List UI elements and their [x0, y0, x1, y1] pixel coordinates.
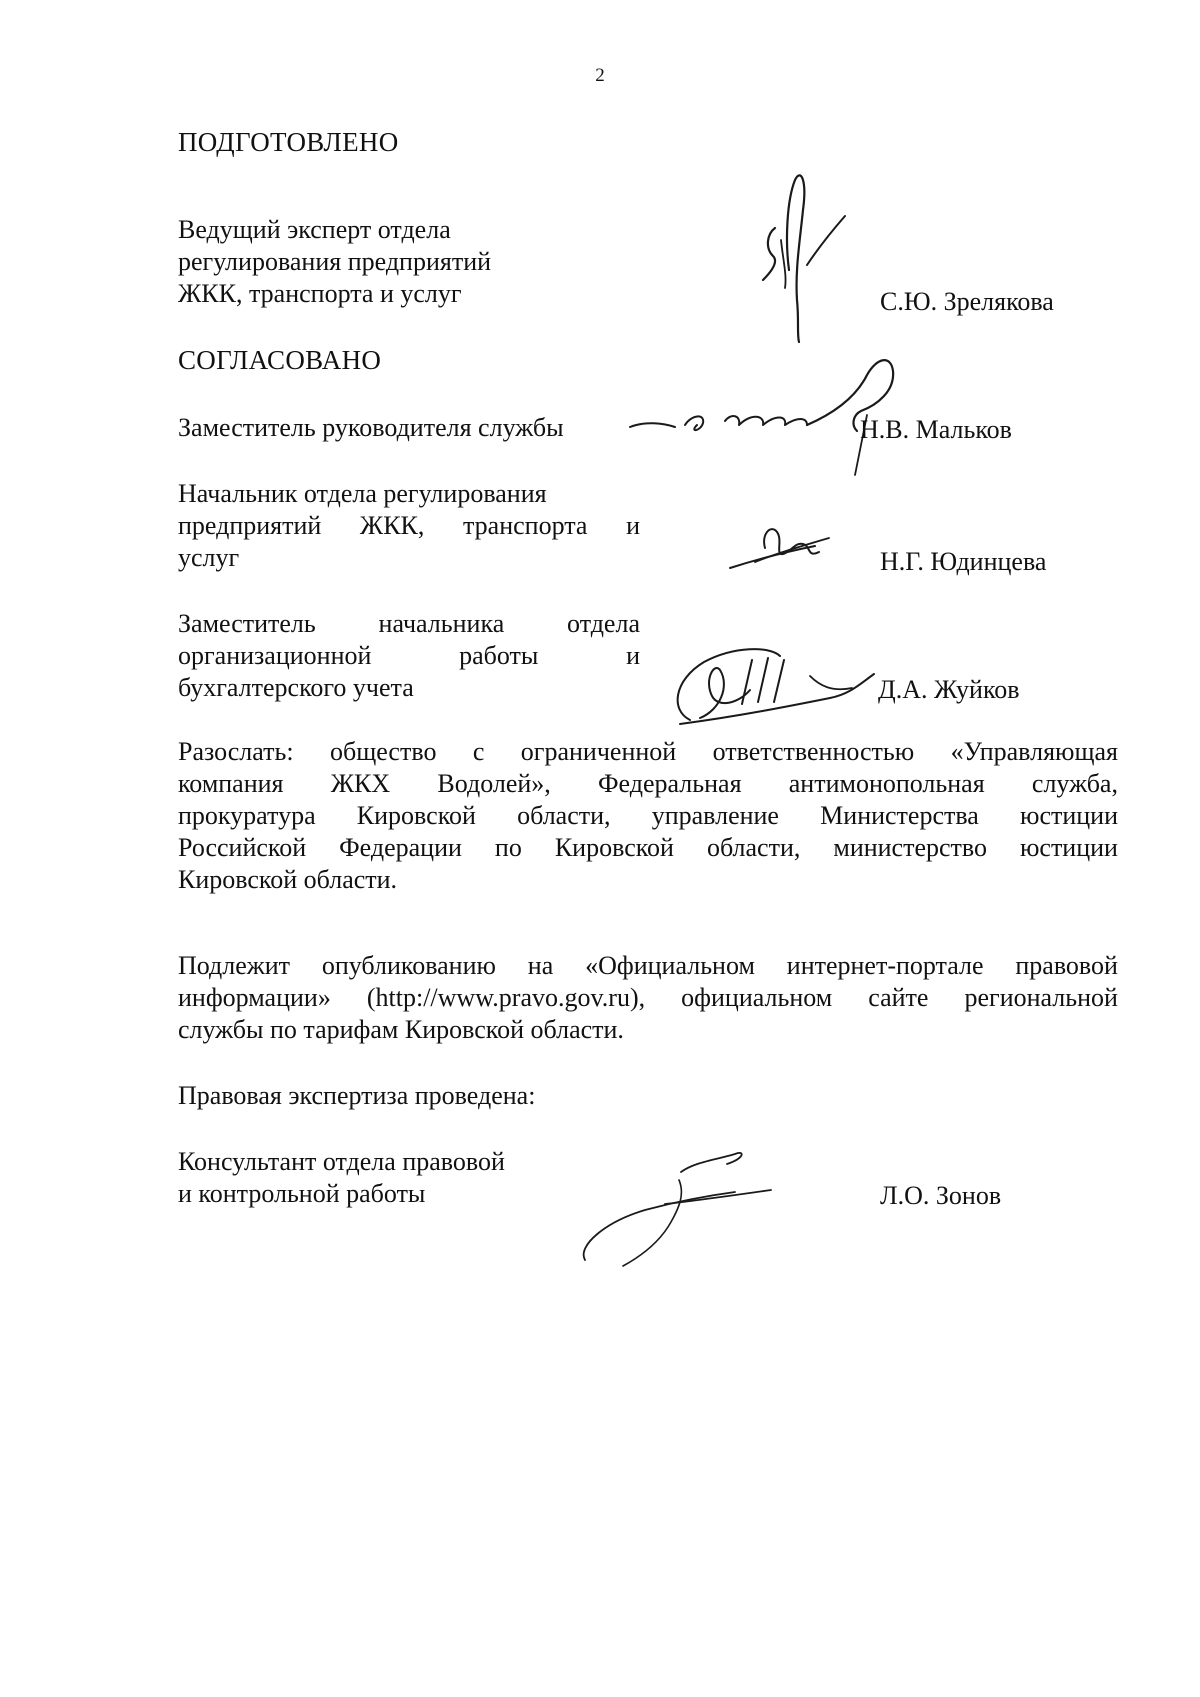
signature-zonov — [575, 1150, 775, 1270]
regulation-head-line: Начальник отдела регулирования — [178, 479, 547, 508]
prepared-position-line: Ведущий эксперт отдела — [178, 215, 451, 244]
word: транспорта — [463, 511, 588, 540]
signature-yudintseva — [725, 518, 845, 588]
legal-review-statement: Правовая экспертиза проведена: — [178, 1081, 536, 1110]
legal-review-position — [178, 1146, 505, 1210]
org-deputy-line — [178, 608, 640, 640]
word: Федеральная — [598, 769, 742, 798]
word: (http://www.pravo.gov.ru), — [366, 983, 646, 1012]
signer-name-zrelyakova: С.Ю. Зрелякова — [880, 287, 1054, 316]
word: области, — [706, 833, 801, 862]
word: работы — [459, 641, 539, 670]
prepared-position-line: ЖКК, транспорта и услуг — [178, 279, 462, 308]
word: опубликованию — [321, 951, 496, 980]
word: интернет-портале — [786, 951, 984, 980]
distribution-line — [178, 736, 1118, 768]
word: Министерства — [820, 801, 979, 830]
regulation-head-line — [178, 510, 640, 542]
word: министерство — [833, 833, 987, 862]
word: организационной — [178, 641, 372, 670]
word: юстиции — [1020, 801, 1118, 830]
word: Федерации — [339, 833, 462, 862]
word: официальном — [681, 983, 833, 1012]
word: Заместитель — [178, 609, 316, 638]
legal-review-position-line: Консультант отдела правовой — [178, 1147, 505, 1176]
word: общество — [330, 737, 437, 766]
org-deputy-line — [178, 640, 640, 672]
signer-name-zonov: Л.О. Зонов — [880, 1181, 1002, 1210]
word: компания — [178, 769, 284, 798]
word: служба, — [1031, 769, 1118, 798]
signer-name-zhuykov: Д.А. Жуйков — [878, 675, 1020, 704]
word: и — [626, 511, 640, 540]
prepared-heading: ПОДГОТОВЛЕНО — [178, 127, 399, 157]
distribution-line: Кировской области. — [178, 865, 398, 894]
prepared-position-line: регулирования предприятий — [178, 247, 492, 276]
word: «Официальном — [585, 951, 755, 980]
page-number: 2 — [595, 65, 605, 86]
word: Подлежит — [178, 951, 291, 980]
publication-line: службы по тарифам Кировской области. — [178, 1015, 624, 1044]
publication-line — [178, 982, 1118, 1014]
word: ЖКХ — [330, 769, 391, 798]
publication-line — [178, 950, 1118, 982]
word: Разослать: — [178, 737, 294, 766]
word: Кировской — [356, 801, 476, 830]
distribution-list — [178, 736, 1118, 896]
word: по — [494, 833, 522, 862]
word: сайте — [868, 983, 929, 1012]
signature-zrelyakova — [745, 170, 855, 345]
prepared-position — [178, 214, 491, 310]
distribution-line — [178, 768, 1118, 800]
regulation-head-position — [178, 478, 640, 574]
word: отдела — [567, 609, 640, 638]
word: начальника — [378, 609, 505, 638]
word: ограниченной — [520, 737, 677, 766]
regulation-head-line: услуг — [178, 543, 240, 572]
distribution-line — [178, 800, 1118, 832]
word: и — [626, 641, 640, 670]
word: Водолей», — [437, 769, 551, 798]
distribution-line — [178, 832, 1118, 864]
word: прокуратура — [178, 801, 316, 830]
word: ЖКК, — [359, 511, 425, 540]
publication-note — [178, 950, 1118, 1046]
word: информации» — [178, 983, 331, 1012]
word: Кировской — [554, 833, 674, 862]
word: области, — [517, 801, 611, 830]
signer-name-yudintseva: Н.Г. Юдинцева — [880, 547, 1047, 576]
word: Российской — [178, 833, 307, 862]
word: с — [472, 737, 485, 766]
signer-name-malkov: Н.В. Мальков — [860, 415, 1012, 444]
word: на — [527, 951, 554, 980]
deputy-head-position: Заместитель руководителя службы — [178, 413, 564, 442]
org-deputy-line: бухгалтерского учета — [178, 673, 414, 702]
word: антимонопольная — [788, 769, 985, 798]
word: предприятий — [178, 511, 322, 540]
agreed-heading: СОГЛАСОВАНО — [178, 345, 382, 375]
legal-review-position-line: и контрольной работы — [178, 1179, 426, 1208]
org-deputy-position — [178, 608, 640, 704]
signature-zhuykov — [660, 640, 890, 730]
word: «Управляющая — [950, 737, 1118, 766]
word: правовой — [1015, 951, 1118, 980]
word: управление — [651, 801, 779, 830]
word: ответственностью — [712, 737, 915, 766]
word: региональной — [964, 983, 1118, 1012]
word: юстиции — [1019, 833, 1118, 862]
